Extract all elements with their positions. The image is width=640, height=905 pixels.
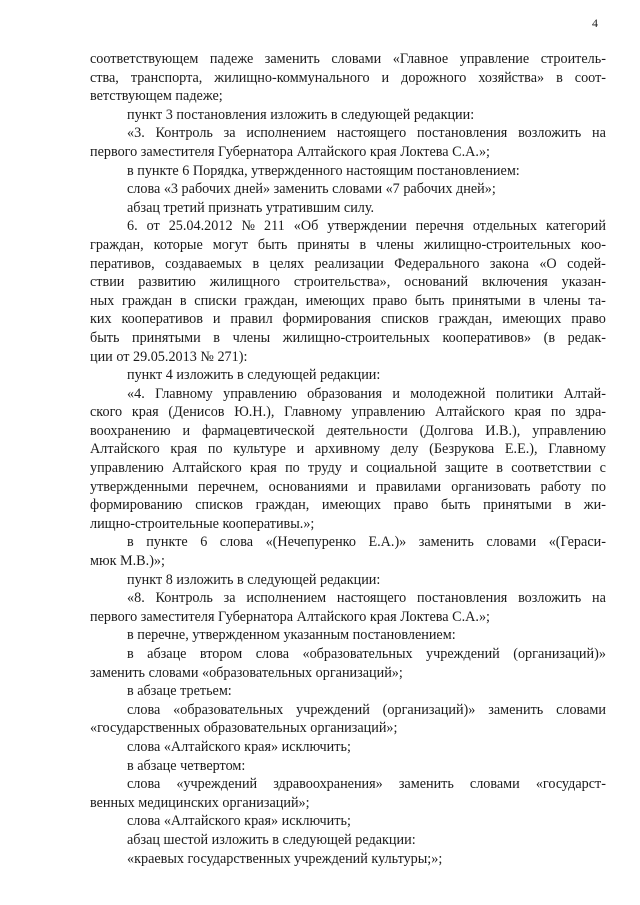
text-line: ства, транспорта, жилищно-коммунального и дорожного хозяйства» в соот-	[90, 69, 606, 86]
text-line: в абзаце втором слова «образовательных учреждений (организаций)»	[127, 646, 606, 662]
text-line: ных граждан в списки граждан, имеющих право быть принятыми в члены та-	[90, 292, 606, 309]
text-line: «краевых государственных учреждений культуры;»;	[127, 850, 443, 867]
text-line: в пункте 6 слова «(Нечепуренко Е.А.)» заменить словами «(Гераси-	[127, 534, 606, 551]
text-line: быть принятыми в члены жилищно-строительных кооперативов» (в редак-	[90, 329, 606, 346]
text-line: абзац шестой изложить в следующей редакции:	[127, 831, 416, 848]
page-number: 4	[592, 16, 598, 30]
text-line: слова «Алтайского края» исключить;	[127, 738, 351, 755]
text-line: перативов, создаваемых в целях реализации Федерального закона «О содей-	[90, 255, 606, 272]
text-line: «государственных образовательных организаций»;	[90, 720, 398, 737]
text-line: слова «Алтайского края» исключить;	[127, 813, 351, 830]
text-line: пункт 3 постановления изложить в следующей редакции:	[127, 106, 475, 123]
text-line: 6. от 25.04.2012 № 211 «Об утверждении перечня отдельных категорий	[127, 218, 606, 235]
text-line: первого заместителя Губернатора Алтайского края Локтева С.А.»;	[90, 608, 490, 625]
text-line: первого заместителя Губернатора Алтайского края Локтева С.А.»;	[90, 143, 490, 160]
text-line: в пункте 6 Порядка, утвержденного настоящим постановлением:	[127, 162, 520, 179]
text-line: мюк М.В.)»;	[90, 553, 165, 570]
text-line: формированию списков граждан, имеющих право быть принятыми в жи-	[90, 497, 606, 514]
text-line: утвержденными перечнем, основаниями и правилами организовать работу по	[90, 478, 606, 495]
text-line: слова «образовательных учреждений (организаций)» заменить словами	[127, 701, 606, 718]
text-line: граждан, которые могут быть приняты в члены жилищно-строительных коо-	[90, 236, 606, 253]
text-line: слова «учреждений здравоохранения» заменить словами «государст-	[127, 776, 606, 793]
text-line: ции от 29.05.2013 № 271):	[90, 348, 248, 365]
text-line: «3. Контроль за исполнением настоящего постановления возложить на	[127, 125, 606, 142]
text-line: воохранению и фармацевтической деятельности (Долгова И.В.), управлению	[90, 422, 606, 439]
text-line: «4. Главному управлению образования и молодежной политики Алтай-	[127, 385, 606, 402]
text-line: ветствующем падеже;	[90, 88, 223, 105]
text-line: ких кооперативов и правил формирования списков граждан, имеющих право	[90, 311, 606, 328]
text-line: заменить словами «образовательных организаций»;	[90, 664, 403, 681]
text-line: управлению Алтайского края по труду и социальной защите в соответствии с	[90, 460, 606, 477]
text-line: в перечне, утвержденном указанным постановлением:	[127, 627, 456, 644]
text-line: ствии развитию жилищного строительства», оснований включения указан-	[90, 274, 606, 291]
text-line: в абзаце четвертом:	[127, 757, 246, 774]
text-line: «8. Контроль за исполнением настоящего постановления возложить на	[127, 590, 606, 607]
text-line: слова «3 рабочих дней» заменить словами «7 рабочих дней»;	[127, 181, 496, 198]
text-line: Алтайского края по культуре и архивному делу (Безрукова Е.Е.), Главному	[90, 441, 606, 458]
text-line: венных медицинских организаций»;	[90, 794, 310, 811]
text-line: пункт 8 изложить в следующей редакции:	[127, 571, 381, 588]
text-line: абзац третий признать утратившим силу.	[127, 199, 375, 216]
text-line: соответствующем падеже заменить словами «Главное управление строитель-	[90, 51, 606, 67]
text-line: в абзаце третьем:	[127, 683, 232, 700]
text-line: ского края (Денисов Ю.Н.), Главному управлению Алтайского края по здра-	[90, 404, 606, 421]
text-line: лищно-строительные кооперативы.»;	[90, 515, 315, 532]
document-body	[90, 50, 606, 868]
text-line: пункт 4 изложить в следующей редакции:	[127, 367, 381, 384]
